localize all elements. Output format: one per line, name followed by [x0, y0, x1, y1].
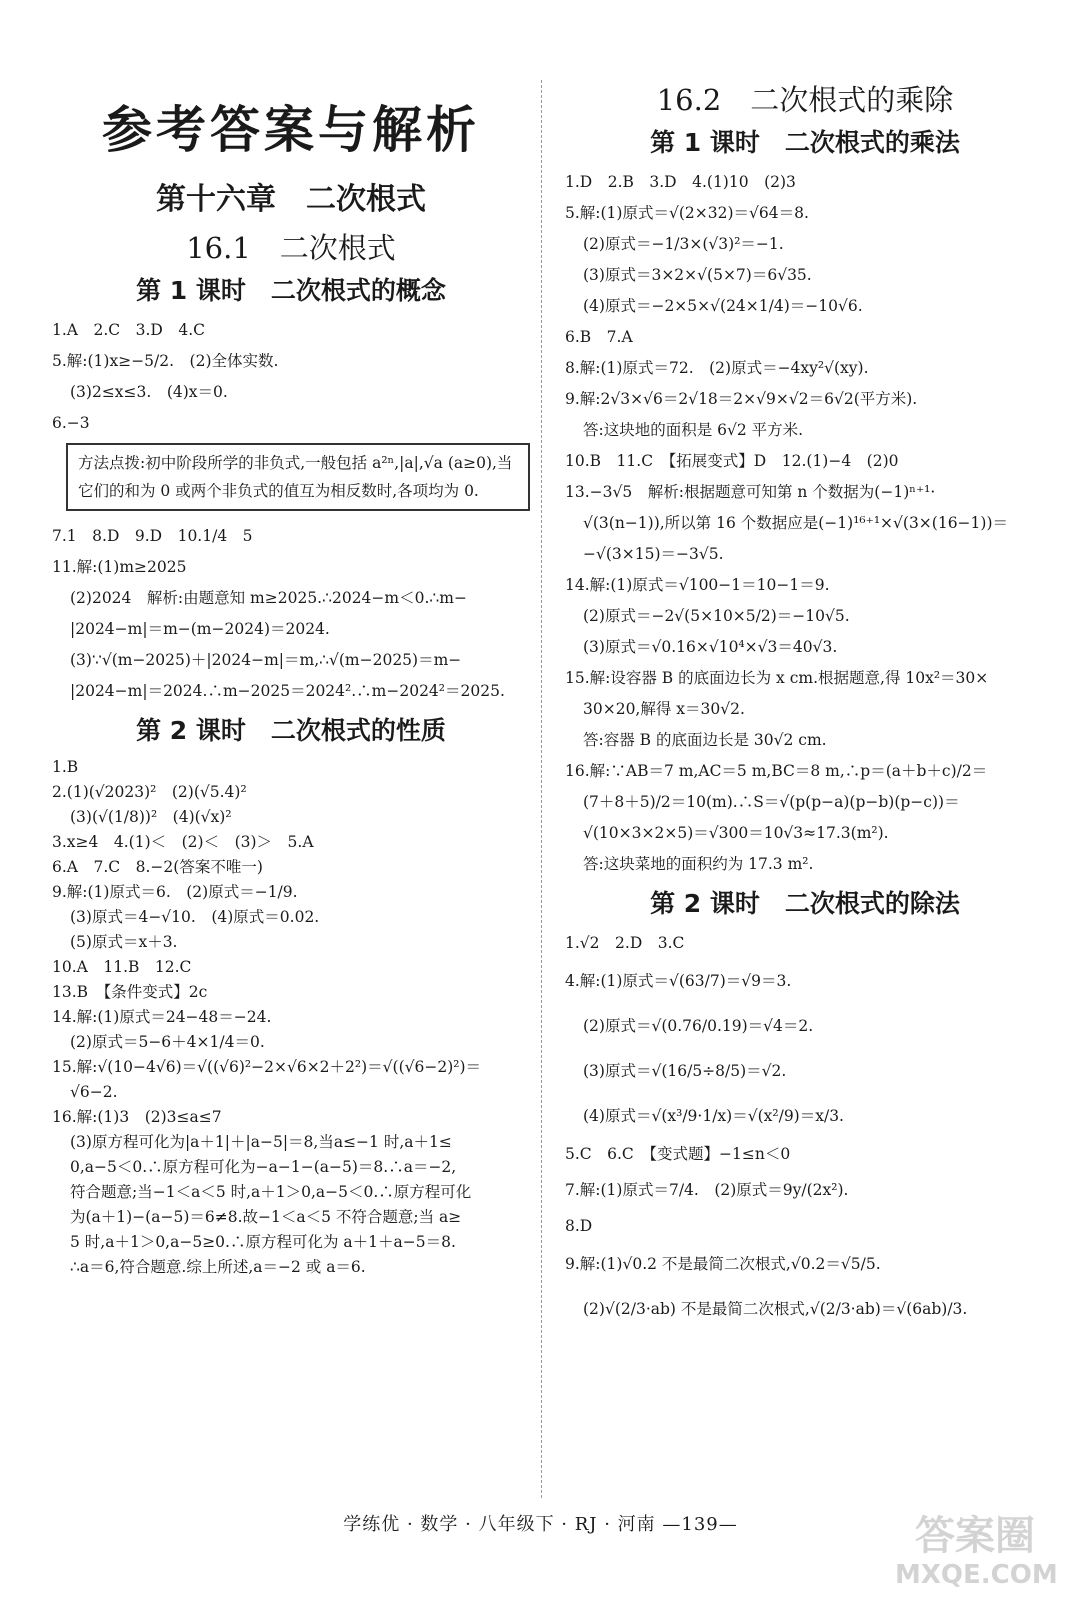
- answer-line: 1.A 2.C 3.D 4.C: [52, 321, 205, 339]
- answer-line: (3)原式＝√(16/5÷8/5)＝√2.: [583, 1062, 787, 1080]
- lesson-title: 第 1 课时 二次根式的概念: [136, 276, 446, 305]
- answer-line: 1.√2 2.D 3.C: [565, 934, 685, 952]
- answer-line: (3)2≤x≤3. (4)x＝0.: [70, 383, 228, 401]
- answer-line: 30×20,解得 x＝30√2.: [583, 700, 745, 718]
- answer-line: 13.B 【条件变式】2c: [52, 983, 208, 1001]
- section-title-16-1: 16.1 二次根式: [186, 231, 396, 265]
- answer-line: 14.解:(1)原式＝√100−1＝10−1＝9.: [565, 576, 830, 594]
- answer-line: 5.C 6.C 【变式题】−1≤n＜0: [565, 1145, 791, 1163]
- answer-line: 9.解:2√3×√6＝2√18＝2×√9×√2＝6√2(平方米).: [565, 390, 918, 408]
- answer-line: (2)2024 解析:由题意知 m≥2025.∴2024−m＜0.∴m−: [70, 589, 467, 607]
- page-footer: 学练优 · 数学 · 八年级下 · RJ · 河南 —139—: [343, 1514, 738, 1535]
- left-column: [52, 70, 530, 1280]
- answer-line: 4.解:(1)原式＝√(63/7)＝√9＝3.: [565, 972, 792, 990]
- answer-line: (3)原式＝3×2×√(5×7)＝6√35.: [583, 266, 812, 284]
- answer-line: 3.x≥4 4.(1)＜ (2)＜ (3)＞ 5.A: [52, 833, 314, 851]
- answer-line: |2024−m|＝m−(m−2024)＝2024.: [70, 620, 330, 638]
- answer-line: (5)原式＝x＋3.: [70, 933, 178, 951]
- answer-line: (2)原式＝−1/3×(√3)²＝−1.: [583, 235, 784, 253]
- lesson-title: 第 2 课时 二次根式的性质: [136, 716, 446, 745]
- answer-line: 2.(1)(√2023)² (2)(√5.4)²: [52, 783, 247, 801]
- answer-line: 符合题意;当−1＜a＜5 时,a＋1＞0,a−5＜0.∴原方程可化: [70, 1183, 472, 1201]
- answer-line: (7＋8＋5)/2＝10(m).∴S＝√(p(p−a)(p−b)(p−c))＝: [583, 793, 960, 811]
- answer-line: 为(a＋1)−(a−5)＝6≠8.故−1＜a＜5 不符合题意;当 a≥: [70, 1208, 462, 1226]
- answer-line: 16.解:(1)3 (2)3≤a≤7: [52, 1108, 222, 1126]
- answer-line: 9.解:(1)原式＝6. (2)原式＝−1/9.: [52, 883, 298, 901]
- chapter-title: 第十六章 二次根式: [156, 182, 426, 217]
- answer-line: (2)√(2/3·ab) 不是最简二次根式,√(2/3·ab)＝√(6ab)/3.: [583, 1300, 968, 1318]
- watermark-text: 答案圈: [915, 1513, 1035, 1559]
- answer-line: (3)原式＝√0.16×√10⁴×√3＝40√3.: [583, 638, 838, 656]
- answer-line: (3)∵√(m−2025)＋|2024−m|＝m,∴√(m−2025)＝m−: [70, 651, 462, 669]
- answer-line: 11.解:(1)m≥2025: [52, 558, 187, 576]
- answer-line: 7.解:(1)原式＝7/4. (2)原式＝9y/(2x²).: [565, 1181, 849, 1199]
- answer-line: 5.解:(1)原式＝√(2×32)＝√64＝8.: [565, 204, 809, 222]
- right-column: [565, 70, 1045, 1332]
- answer-line: (3)(√(1/8))² (4)(√x)²: [70, 808, 232, 826]
- answer-line: 10.A 11.B 12.C: [52, 958, 192, 976]
- answer-line: 6.A 7.C 8.−2(答案不唯一): [52, 858, 263, 876]
- answer-line: 6.B 7.A: [565, 328, 633, 346]
- answer-line: 1.B: [52, 758, 79, 776]
- answer-line: 10.B 11.C 【拓展变式】D 12.(1)−4 (2)0: [565, 452, 899, 470]
- answer-line: (2)原式＝√(0.76/0.19)＝√4＝2.: [583, 1017, 814, 1035]
- page-title: 参考答案与解析: [102, 101, 480, 159]
- answer-line: 答:这块地的面积是 6√2 平方米.: [583, 421, 804, 439]
- answer-line: 15.解:设容器 B 的底面边长为 x cm.根据题意,得 10x²＝30×: [565, 669, 989, 687]
- lesson-title: 第 2 课时 二次根式的除法: [650, 889, 960, 918]
- answer-line: 16.解:∵AB＝7 m,AC＝5 m,BC＝8 m,∴p＝(a＋b＋c)/2＝: [565, 762, 988, 780]
- answer-line: 9.解:(1)√0.2 不是最简二次根式,√0.2＝√5/5.: [565, 1255, 881, 1273]
- answer-line: (2)原式＝−2√(5×10×5/2)＝−10√5.: [583, 607, 850, 625]
- answer-line: 答:这块菜地的面积约为 17.3 m².: [583, 855, 814, 873]
- answer-line: (4)原式＝√(x³/9·1/x)＝√(x²/9)＝x/3.: [583, 1107, 844, 1125]
- answer-line: (3)原式＝4−√10. (4)原式＝0.02.: [70, 908, 320, 926]
- answer-line: ∴a＝6,符合题意.综上所述,a＝−2 或 a＝6.: [70, 1258, 366, 1276]
- answer-line: 答:容器 B 的底面边长是 30√2 cm.: [583, 731, 827, 749]
- answer-line: 6.−3: [52, 414, 90, 432]
- answer-line: (4)原式＝−2×5×√(24×1/4)＝−10√6.: [583, 297, 863, 315]
- answer-line: 8.D: [565, 1217, 593, 1235]
- answer-line: |2024−m|＝2024.∴m−2025＝2024².∴m−2024²＝2025.: [70, 682, 505, 700]
- answer-line: 8.解:(1)原式＝72. (2)原式＝−4xy²√(xy).: [565, 359, 869, 377]
- answer-line: 5.解:(1)x≥−5/2. (2)全体实数.: [52, 352, 279, 370]
- column-divider: [541, 80, 542, 1498]
- answer-line: 0,a−5＜0.∴原方程可化为−a−1−(a−5)＝8.∴a＝−2,: [70, 1158, 457, 1176]
- watermark-url: MXQE.COM: [895, 1560, 1058, 1590]
- answer-line: 13.−3√5 解析:根据题意可知第 n 个数据为(−1)ⁿ⁺¹·: [565, 483, 936, 501]
- method-note-box: 方法点拨:初中阶段所学的非负式,一般包括 a²ⁿ,|a|,√a (a≥0),当它们的和为 0 或两个非负式的值互为相反数时,各项均为 0.: [66, 443, 530, 511]
- answer-line: √(10×3×2×5)＝√300＝10√3≈17.3(m²).: [583, 824, 889, 842]
- answer-line: (3)原方程可化为|a＋1|＋|a−5|＝8,当a≤−1 时,a＋1≤: [70, 1133, 452, 1151]
- answer-line: (2)原式＝5−6＋4×1/4＝0.: [70, 1033, 265, 1051]
- answer-line: 15.解:√(10−4√6)＝√((√6)²−2×√6×2＋2²)＝√((√6−2)²)＝: [52, 1058, 482, 1076]
- answer-line: √(3(n−1)),所以第 16 个数据应是(−1)¹⁶⁺¹×√(3×(16−1))＝: [583, 514, 1009, 532]
- answer-line: √6−2.: [70, 1083, 118, 1101]
- answer-line: 5 时,a＋1＞0,a−5≥0.∴原方程可化为 a＋1＋a−5＝8.: [70, 1233, 456, 1251]
- answer-line: −√(3×15)＝−3√5.: [583, 545, 724, 563]
- lesson-title: 第 1 课时 二次根式的乘法: [650, 128, 960, 157]
- answer-line: 7.1 8.D 9.D 10.1/4 5: [52, 527, 253, 545]
- section-title-16-2: 16.2 二次根式的乘除: [656, 83, 954, 117]
- watermark-logo: [895, 1512, 1058, 1592]
- answer-line: 1.D 2.B 3.D 4.(1)10 (2)3: [565, 173, 796, 191]
- answer-line: 14.解:(1)原式＝24−48＝−24.: [52, 1008, 272, 1026]
